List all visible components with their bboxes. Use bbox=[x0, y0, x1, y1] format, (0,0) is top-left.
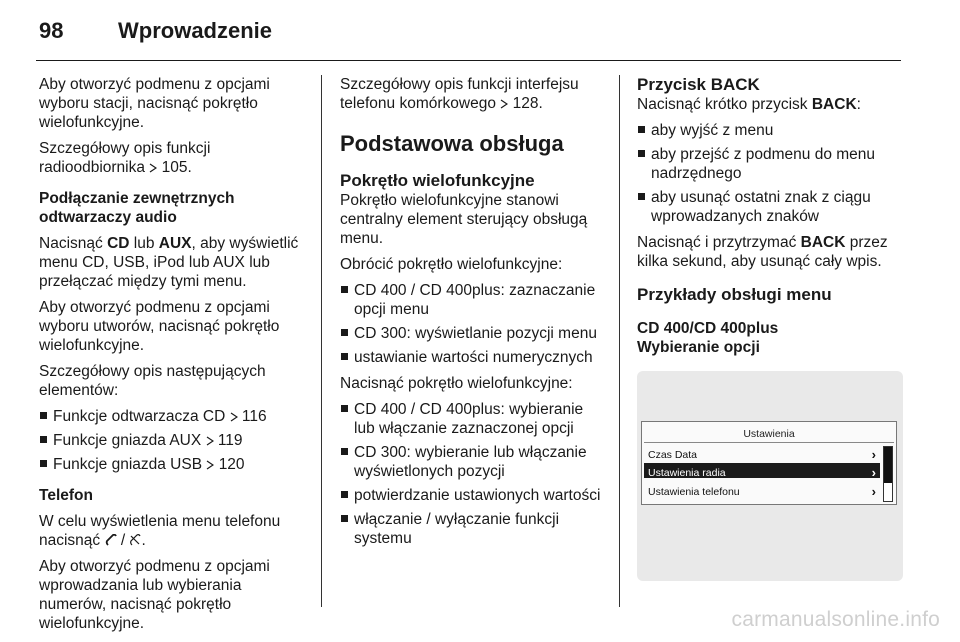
subheading: Wybieranie opcji bbox=[637, 339, 760, 356]
bullet-list bbox=[340, 400, 606, 548]
scrollbar[interactable] bbox=[883, 446, 893, 502]
display-illustration bbox=[637, 371, 903, 581]
chevron-right-icon: › bbox=[871, 447, 876, 462]
text: Nacisnąć i przytrzymać bbox=[637, 234, 797, 251]
button-name-cd: CD bbox=[107, 235, 130, 252]
list-item: potwierdzanie ustawionych wartości bbox=[340, 486, 606, 505]
watermark: carmanualsonline.info bbox=[731, 608, 940, 631]
paragraph: Aby otworzyć podmenu z opcjami wyboru stacji, nacisnąć pokrętło wielofunkcyjne. bbox=[39, 76, 270, 131]
divider bbox=[644, 442, 894, 443]
cross-reference-icon bbox=[500, 99, 508, 109]
paragraph: Obrócić pokrętło wielofunkcyjne: bbox=[340, 256, 563, 273]
column-2 bbox=[340, 75, 606, 555]
phone-icon bbox=[105, 534, 117, 546]
subsection-heading: Pokrętło wielofunkcyjne bbox=[340, 171, 535, 190]
scrollbar-thumb[interactable] bbox=[884, 447, 892, 483]
paragraph bbox=[637, 95, 905, 114]
paragraph bbox=[637, 233, 905, 271]
column-divider bbox=[619, 75, 620, 607]
list-item: CD 300: wyświetlanie pozycji menu bbox=[340, 324, 606, 343]
text: , aby wyświetlić menu CD, USB, iPod lub AUX lub przełączać między tymi menu. bbox=[39, 235, 299, 290]
button-name-aux: AUX bbox=[158, 235, 192, 252]
subsection-heading: Przycisk BACK bbox=[637, 75, 760, 94]
subsection-heading: Przykłady obsługi menu bbox=[637, 285, 832, 304]
column-1 bbox=[39, 75, 305, 640]
cross-reference-icon bbox=[149, 163, 157, 173]
text: / bbox=[120, 532, 126, 549]
header-rule bbox=[36, 60, 901, 61]
page-reference: 105. bbox=[161, 159, 192, 176]
text: Funkcje gniazda USB bbox=[53, 456, 203, 473]
page-number: 98 bbox=[39, 18, 64, 43]
subheading: Telefon bbox=[39, 487, 93, 504]
menu-item-ustawienia-radia[interactable] bbox=[644, 463, 880, 478]
chevron-right-icon: › bbox=[871, 465, 876, 480]
column-divider bbox=[321, 75, 322, 607]
chevron-right-icon: › bbox=[871, 484, 876, 499]
paragraph bbox=[39, 234, 305, 291]
bullet-list bbox=[340, 281, 606, 367]
list-item bbox=[39, 407, 305, 426]
menu-item-czas-data[interactable] bbox=[644, 445, 880, 460]
list-item bbox=[39, 431, 305, 450]
cross-reference-icon bbox=[206, 436, 214, 446]
menu-item-label: Czas Data bbox=[648, 449, 698, 461]
paragraph: Pokrętło wielofunkcyjne stanowi centralny element sterujący obsługą menu. bbox=[340, 192, 588, 247]
text: Funkcje odtwarzacza CD bbox=[53, 408, 226, 425]
paragraph bbox=[340, 75, 606, 113]
list-item: aby wyjść z menu bbox=[637, 121, 905, 140]
text: lub bbox=[133, 235, 155, 252]
subheading: CD 400/CD 400plus bbox=[637, 320, 779, 337]
list-item: CD 300: wybieranie lub włączanie wyświetlonych pozycji bbox=[340, 443, 606, 481]
settings-screen bbox=[641, 421, 897, 505]
button-name-back: BACK bbox=[800, 234, 846, 251]
text: Funkcje gniazda AUX bbox=[53, 432, 202, 449]
bullet-list bbox=[637, 121, 905, 226]
menu-item-label: Ustawienia radia bbox=[648, 467, 726, 479]
button-name-back: BACK bbox=[811, 96, 857, 113]
cross-reference-icon bbox=[206, 460, 214, 470]
bullet-list bbox=[39, 407, 305, 474]
hang-up-icon bbox=[129, 534, 141, 546]
text: : bbox=[856, 96, 861, 113]
paragraph: Aby otworzyć podmenu z opcjami wprowadzania lub wybierania numerów, nacisnąć pokrętło wielofunkcyjne. bbox=[39, 558, 270, 632]
page-header bbox=[36, 16, 926, 52]
list-item: aby przejść z podmenu do menu nadrzędnego bbox=[637, 145, 905, 183]
text: Nacisnąć krótko przycisk bbox=[637, 96, 808, 113]
chapter-title: Wprowadzenie bbox=[118, 18, 273, 43]
page-reference: 120 bbox=[218, 456, 245, 473]
list-item: aby usunąć ostatni znak z ciągu wprowadzanych znaków bbox=[637, 188, 905, 226]
list-item: CD 400 / CD 400plus: wybieranie lub włączanie zaznaczonej opcji bbox=[340, 400, 606, 438]
paragraph bbox=[39, 139, 305, 177]
list-item: CD 400 / CD 400plus: zaznaczanie opcji menu bbox=[340, 281, 606, 319]
page-reference: 128. bbox=[512, 95, 543, 112]
paragraph: Aby otworzyć podmenu z opcjami wyboru utworów, nacisnąć pokrętło wielofunkcyjne. bbox=[39, 299, 280, 354]
text: Szczegółowy opis funkcji radioodbiornika bbox=[39, 140, 211, 176]
menu-item-ustawienia-telefonu[interactable] bbox=[644, 482, 880, 497]
subheading: Podłączanie zewnętrznych odtwarzaczy audio bbox=[39, 190, 235, 226]
list-item: ustawianie wartości numerycznych bbox=[340, 348, 606, 367]
list-item: włączanie / wyłączanie funkcji systemu bbox=[340, 510, 606, 548]
screen-title: Ustawienia bbox=[743, 428, 795, 440]
column-3 bbox=[637, 75, 905, 581]
text: . bbox=[141, 532, 146, 549]
cross-reference-icon bbox=[230, 412, 238, 422]
text: W celu wyświetlenia menu telefonu nacisnąć bbox=[39, 513, 281, 549]
text: przez kilka sekund, aby usunąć cały wpis. bbox=[637, 234, 888, 270]
paragraph: Szczegółowy opis następujących elementów: bbox=[39, 363, 266, 399]
list-item bbox=[39, 455, 305, 474]
menu-item-label: Ustawienia telefonu bbox=[648, 486, 740, 498]
text: Szczegółowy opis funkcji interfejsu telefonu komórkowego bbox=[340, 76, 579, 112]
text: Nacisnąć bbox=[39, 235, 103, 252]
section-heading: Podstawowa obsługa bbox=[340, 131, 564, 156]
paragraph bbox=[39, 512, 305, 550]
page-reference: 119 bbox=[217, 432, 243, 449]
page-reference: 116 bbox=[241, 408, 267, 425]
paragraph: Nacisnąć pokrętło wielofunkcyjne: bbox=[340, 375, 573, 392]
